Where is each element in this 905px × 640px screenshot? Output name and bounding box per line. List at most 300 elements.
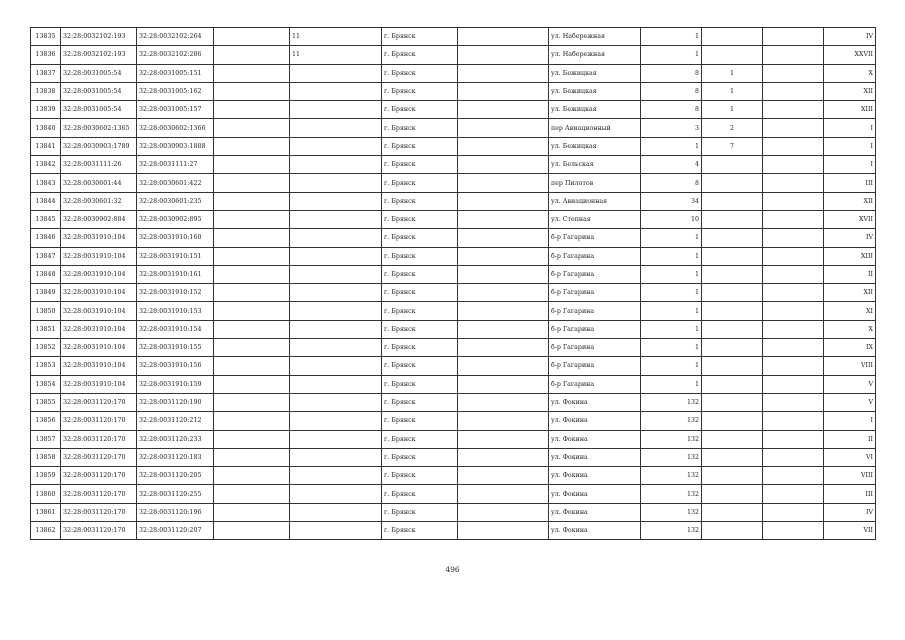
- object-number-cell: 32:28:0031005:157: [137, 101, 214, 119]
- house-cell: 1: [641, 320, 702, 338]
- parcel-number-cell: 32:28:0031120:170: [61, 448, 137, 466]
- empty-cell: [458, 320, 549, 338]
- object-number-cell: 32:28:0031910:155: [137, 339, 214, 357]
- parcel-number-cell: 32:28:0031111:26: [61, 156, 137, 174]
- parcel-number-cell: 32:28:0031910:104: [61, 229, 137, 247]
- table-row: [31, 265, 876, 283]
- premises-cell: X: [824, 64, 876, 82]
- empty-cell: [763, 265, 824, 283]
- object-number-cell: 32:28:0030602:1366: [137, 119, 214, 137]
- street-cell: ул. Бежицкая: [549, 64, 641, 82]
- city-cell: г. Брянск: [382, 448, 458, 466]
- section-cell: [290, 174, 382, 192]
- empty-cell: [763, 503, 824, 521]
- city-cell: г. Брянск: [382, 82, 458, 100]
- city-cell: г. Брянск: [382, 101, 458, 119]
- row-number-cell: 13847: [31, 247, 61, 265]
- building-cell: 2: [702, 119, 763, 137]
- empty-cell: [214, 339, 290, 357]
- table-row: [31, 64, 876, 82]
- city-cell: г. Брянск: [382, 302, 458, 320]
- empty-cell: [458, 430, 549, 448]
- section-cell: [290, 448, 382, 466]
- section-cell: [290, 284, 382, 302]
- street-cell: ул. Фокина: [549, 503, 641, 521]
- city-cell: г. Брянск: [382, 137, 458, 155]
- object-number-cell: 32:28:0031120:255: [137, 485, 214, 503]
- parcel-number-cell: 32:28:0031120:170: [61, 393, 137, 411]
- empty-cell: [214, 210, 290, 228]
- city-cell: г. Брянск: [382, 174, 458, 192]
- premises-cell: III: [824, 174, 876, 192]
- object-number-cell: 32:28:0031910:161: [137, 265, 214, 283]
- row-number-cell: 13859: [31, 467, 61, 485]
- section-cell: [290, 64, 382, 82]
- parcel-number-cell: 32:28:0031910:104: [61, 247, 137, 265]
- table-row: [31, 320, 876, 338]
- table-row: [31, 192, 876, 210]
- premises-cell: X: [824, 320, 876, 338]
- house-cell: 34: [641, 192, 702, 210]
- street-cell: ул. Степная: [549, 210, 641, 228]
- section-cell: [290, 430, 382, 448]
- parcel-number-cell: 32:28:0030601:44: [61, 174, 137, 192]
- city-cell: г. Брянск: [382, 430, 458, 448]
- empty-cell: [458, 284, 549, 302]
- parcel-number-cell: 32:28:0030602:1365: [61, 119, 137, 137]
- house-cell: 1: [641, 137, 702, 155]
- object-number-cell: 32:28:0031120:207: [137, 522, 214, 540]
- table-row: [31, 210, 876, 228]
- table-row: [31, 229, 876, 247]
- table-row: [31, 430, 876, 448]
- building-cell: [702, 503, 763, 521]
- premises-cell: VII: [824, 522, 876, 540]
- empty-cell: [214, 375, 290, 393]
- parcel-number-cell: 32:28:0031120:170: [61, 467, 137, 485]
- table-row: [31, 28, 876, 46]
- row-number-cell: 13856: [31, 412, 61, 430]
- table-row: [31, 467, 876, 485]
- row-number-cell: 13838: [31, 82, 61, 100]
- row-number-cell: 13854: [31, 375, 61, 393]
- house-cell: 1: [641, 284, 702, 302]
- table-row: [31, 101, 876, 119]
- empty-cell: [763, 64, 824, 82]
- street-cell: б-р Гагарина: [549, 357, 641, 375]
- premises-cell: II: [824, 430, 876, 448]
- house-cell: 1: [641, 375, 702, 393]
- premises-cell: XXVII: [824, 46, 876, 64]
- building-cell: [702, 284, 763, 302]
- table-row: [31, 156, 876, 174]
- empty-cell: [214, 503, 290, 521]
- parcel-number-cell: 32:28:0031005:54: [61, 82, 137, 100]
- premises-cell: XVII: [824, 210, 876, 228]
- section-cell: [290, 265, 382, 283]
- parcel-number-cell: 32:28:0031910:104: [61, 339, 137, 357]
- table-row: [31, 284, 876, 302]
- empty-cell: [214, 412, 290, 430]
- building-cell: 7: [702, 137, 763, 155]
- empty-cell: [458, 101, 549, 119]
- section-cell: 11: [290, 46, 382, 64]
- empty-cell: [458, 192, 549, 210]
- empty-cell: [214, 265, 290, 283]
- building-cell: 1: [702, 82, 763, 100]
- parcel-number-cell: 32:28:0030601:32: [61, 192, 137, 210]
- house-cell: 4: [641, 156, 702, 174]
- empty-cell: [214, 357, 290, 375]
- building-cell: [702, 430, 763, 448]
- row-number-cell: 13836: [31, 46, 61, 64]
- house-cell: 132: [641, 503, 702, 521]
- empty-cell: [458, 503, 549, 521]
- table-row: [31, 302, 876, 320]
- table-row: [31, 82, 876, 100]
- house-cell: 1: [641, 357, 702, 375]
- city-cell: г. Брянск: [382, 119, 458, 137]
- object-number-cell: 32:28:0031120:233: [137, 430, 214, 448]
- empty-cell: [214, 192, 290, 210]
- premises-cell: V: [824, 375, 876, 393]
- section-cell: [290, 210, 382, 228]
- premises-cell: IV: [824, 28, 876, 46]
- parcel-number-cell: 32:28:0032102:193: [61, 46, 137, 64]
- city-cell: г. Брянск: [382, 339, 458, 357]
- street-cell: ул. Набережная: [549, 28, 641, 46]
- parcel-number-cell: 32:28:0030902:884: [61, 210, 137, 228]
- section-cell: [290, 485, 382, 503]
- premises-cell: IV: [824, 229, 876, 247]
- object-number-cell: 32:28:0031005:151: [137, 64, 214, 82]
- empty-cell: [214, 320, 290, 338]
- parcel-number-cell: 32:28:0031120:170: [61, 430, 137, 448]
- object-number-cell: 32:28:0031910:151: [137, 247, 214, 265]
- parcel-number-cell: 32:28:0031005:54: [61, 64, 137, 82]
- parcel-number-cell: 32:28:0031910:104: [61, 302, 137, 320]
- empty-cell: [458, 265, 549, 283]
- building-cell: [702, 156, 763, 174]
- section-cell: 11: [290, 28, 382, 46]
- house-cell: 1: [641, 46, 702, 64]
- city-cell: г. Брянск: [382, 412, 458, 430]
- city-cell: г. Брянск: [382, 265, 458, 283]
- city-cell: г. Брянск: [382, 229, 458, 247]
- table-row: [31, 522, 876, 540]
- house-cell: 132: [641, 522, 702, 540]
- empty-cell: [214, 229, 290, 247]
- empty-cell: [763, 485, 824, 503]
- empty-cell: [458, 119, 549, 137]
- object-number-cell: 32:28:0030902:895: [137, 210, 214, 228]
- object-number-cell: 32:28:0031005:162: [137, 82, 214, 100]
- empty-cell: [763, 522, 824, 540]
- empty-cell: [763, 467, 824, 485]
- empty-cell: [214, 284, 290, 302]
- parcel-number-cell: 32:28:0031120:170: [61, 503, 137, 521]
- building-cell: [702, 28, 763, 46]
- row-number-cell: 13837: [31, 64, 61, 82]
- empty-cell: [763, 192, 824, 210]
- empty-cell: [763, 229, 824, 247]
- table-body: [31, 28, 876, 540]
- building-cell: [702, 46, 763, 64]
- object-number-cell: 32:28:0030903:1888: [137, 137, 214, 155]
- empty-cell: [214, 485, 290, 503]
- city-cell: г. Брянск: [382, 320, 458, 338]
- empty-cell: [763, 284, 824, 302]
- empty-cell: [458, 156, 549, 174]
- table-row: [31, 503, 876, 521]
- section-cell: [290, 393, 382, 411]
- parcel-number-cell: 32:28:0031910:104: [61, 284, 137, 302]
- house-cell: 132: [641, 430, 702, 448]
- street-cell: б-р Гагарина: [549, 284, 641, 302]
- street-cell: б-р Гагарина: [549, 229, 641, 247]
- object-number-cell: 32:28:0032102:286: [137, 46, 214, 64]
- section-cell: [290, 467, 382, 485]
- city-cell: г. Брянск: [382, 375, 458, 393]
- parcel-number-cell: 32:28:0032102:193: [61, 28, 137, 46]
- premises-cell: III: [824, 485, 876, 503]
- row-number-cell: 13848: [31, 265, 61, 283]
- premises-cell: XIII: [824, 101, 876, 119]
- city-cell: г. Брянск: [382, 210, 458, 228]
- house-cell: 132: [641, 393, 702, 411]
- row-number-cell: 13846: [31, 229, 61, 247]
- table-row: [31, 174, 876, 192]
- table-row: [31, 357, 876, 375]
- street-cell: б-р Гагарина: [549, 302, 641, 320]
- empty-cell: [763, 357, 824, 375]
- premises-cell: XI: [824, 302, 876, 320]
- empty-cell: [458, 448, 549, 466]
- empty-cell: [214, 64, 290, 82]
- city-cell: г. Брянск: [382, 485, 458, 503]
- parcel-number-cell: 32:28:0031005:54: [61, 101, 137, 119]
- table-row: [31, 247, 876, 265]
- building-cell: [702, 247, 763, 265]
- street-cell: ул. Бежицкая: [549, 137, 641, 155]
- premises-cell: XIII: [824, 247, 876, 265]
- object-number-cell: 32:28:0031910:152: [137, 284, 214, 302]
- row-number-cell: 13852: [31, 339, 61, 357]
- empty-cell: [763, 247, 824, 265]
- city-cell: г. Брянск: [382, 393, 458, 411]
- empty-cell: [214, 46, 290, 64]
- parcel-number-cell: 32:28:0031120:170: [61, 522, 137, 540]
- building-cell: 1: [702, 101, 763, 119]
- row-number-cell: 13841: [31, 137, 61, 155]
- empty-cell: [214, 156, 290, 174]
- building-cell: [702, 265, 763, 283]
- empty-cell: [458, 375, 549, 393]
- empty-cell: [763, 320, 824, 338]
- empty-cell: [458, 229, 549, 247]
- empty-cell: [458, 64, 549, 82]
- row-number-cell: 13861: [31, 503, 61, 521]
- city-cell: г. Брянск: [382, 284, 458, 302]
- empty-cell: [763, 174, 824, 192]
- parcel-number-cell: 32:28:0030903:1789: [61, 137, 137, 155]
- row-number-cell: 13849: [31, 284, 61, 302]
- premises-cell: II: [824, 265, 876, 283]
- street-cell: ул. Фокина: [549, 430, 641, 448]
- empty-cell: [214, 174, 290, 192]
- building-cell: [702, 302, 763, 320]
- city-cell: г. Брянск: [382, 522, 458, 540]
- parcel-number-cell: 32:28:0031910:104: [61, 320, 137, 338]
- table-row: [31, 137, 876, 155]
- empty-cell: [214, 101, 290, 119]
- street-cell: б-р Гагарина: [549, 339, 641, 357]
- city-cell: г. Брянск: [382, 247, 458, 265]
- building-cell: [702, 412, 763, 430]
- section-cell: [290, 375, 382, 393]
- street-cell: пер Авиационный: [549, 119, 641, 137]
- object-number-cell: 32:28:0031111:27: [137, 156, 214, 174]
- row-number-cell: 13851: [31, 320, 61, 338]
- object-number-cell: 32:28:0031910:160: [137, 229, 214, 247]
- city-cell: г. Брянск: [382, 64, 458, 82]
- city-cell: г. Брянск: [382, 357, 458, 375]
- premises-cell: I: [824, 156, 876, 174]
- empty-cell: [214, 302, 290, 320]
- parcel-number-cell: 32:28:0031120:170: [61, 485, 137, 503]
- parcel-number-cell: 32:28:0031120:170: [61, 412, 137, 430]
- city-cell: г. Брянск: [382, 156, 458, 174]
- parcel-number-cell: 32:28:0031910:104: [61, 357, 137, 375]
- house-cell: 132: [641, 485, 702, 503]
- empty-cell: [458, 412, 549, 430]
- house-cell: 132: [641, 467, 702, 485]
- building-cell: [702, 357, 763, 375]
- building-cell: [702, 467, 763, 485]
- empty-cell: [214, 28, 290, 46]
- table-row: [31, 46, 876, 64]
- empty-cell: [763, 82, 824, 100]
- object-number-cell: 32:28:0031910:159: [137, 375, 214, 393]
- premises-cell: IV: [824, 503, 876, 521]
- house-cell: 8: [641, 174, 702, 192]
- street-cell: ул. Фокина: [549, 485, 641, 503]
- street-cell: б-р Гагарина: [549, 247, 641, 265]
- house-cell: 1: [641, 28, 702, 46]
- section-cell: [290, 101, 382, 119]
- row-number-cell: 13860: [31, 485, 61, 503]
- house-cell: 132: [641, 448, 702, 466]
- empty-cell: [458, 174, 549, 192]
- section-cell: [290, 156, 382, 174]
- building-cell: [702, 339, 763, 357]
- empty-cell: [214, 247, 290, 265]
- premises-cell: VI: [824, 448, 876, 466]
- premises-cell: I: [824, 119, 876, 137]
- table-row: [31, 485, 876, 503]
- building-cell: [702, 375, 763, 393]
- section-cell: [290, 522, 382, 540]
- row-number-cell: 13840: [31, 119, 61, 137]
- empty-cell: [763, 119, 824, 137]
- row-number-cell: 13842: [31, 156, 61, 174]
- empty-cell: [214, 393, 290, 411]
- empty-cell: [458, 46, 549, 64]
- row-number-cell: 13853: [31, 357, 61, 375]
- empty-cell: [214, 137, 290, 155]
- street-cell: ул. Фокина: [549, 448, 641, 466]
- row-number-cell: 13844: [31, 192, 61, 210]
- section-cell: [290, 247, 382, 265]
- empty-cell: [763, 302, 824, 320]
- empty-cell: [763, 156, 824, 174]
- empty-cell: [458, 357, 549, 375]
- object-number-cell: 32:28:0031120:183: [137, 448, 214, 466]
- building-cell: [702, 320, 763, 338]
- building-cell: [702, 448, 763, 466]
- empty-cell: [458, 28, 549, 46]
- empty-cell: [458, 210, 549, 228]
- premises-cell: I: [824, 137, 876, 155]
- row-number-cell: 13845: [31, 210, 61, 228]
- empty-cell: [763, 137, 824, 155]
- premises-cell: VIII: [824, 357, 876, 375]
- street-cell: ул. Набережная: [549, 46, 641, 64]
- city-cell: г. Брянск: [382, 46, 458, 64]
- house-cell: 1: [641, 229, 702, 247]
- table-row: [31, 375, 876, 393]
- table-row: [31, 448, 876, 466]
- empty-cell: [458, 82, 549, 100]
- empty-cell: [458, 247, 549, 265]
- object-number-cell: 32:28:0031120:196: [137, 503, 214, 521]
- city-cell: г. Брянск: [382, 192, 458, 210]
- table-row: [31, 119, 876, 137]
- house-cell: 1: [641, 302, 702, 320]
- empty-cell: [458, 485, 549, 503]
- section-cell: [290, 339, 382, 357]
- section-cell: [290, 320, 382, 338]
- house-cell: 132: [641, 412, 702, 430]
- object-number-cell: 32:28:0031910:154: [137, 320, 214, 338]
- empty-cell: [214, 467, 290, 485]
- row-number-cell: 13839: [31, 101, 61, 119]
- table-row: [31, 412, 876, 430]
- object-number-cell: 32:28:0031910:156: [137, 357, 214, 375]
- empty-cell: [763, 375, 824, 393]
- empty-cell: [214, 522, 290, 540]
- parcel-number-cell: 32:28:0031910:104: [61, 265, 137, 283]
- row-number-cell: 13855: [31, 393, 61, 411]
- house-cell: 3: [641, 119, 702, 137]
- house-cell: 8: [641, 82, 702, 100]
- section-cell: [290, 412, 382, 430]
- street-cell: б-р Гагарина: [549, 265, 641, 283]
- premises-cell: XII: [824, 82, 876, 100]
- empty-cell: [763, 339, 824, 357]
- parcel-number-cell: 32:28:0031910:104: [61, 375, 137, 393]
- street-cell: пер Пилотов: [549, 174, 641, 192]
- city-cell: г. Брянск: [382, 467, 458, 485]
- section-cell: [290, 119, 382, 137]
- building-cell: 1: [702, 64, 763, 82]
- row-number-cell: 13843: [31, 174, 61, 192]
- table-row: [31, 339, 876, 357]
- empty-cell: [458, 302, 549, 320]
- empty-cell: [458, 137, 549, 155]
- page-number: 496: [445, 565, 460, 574]
- house-cell: 1: [641, 339, 702, 357]
